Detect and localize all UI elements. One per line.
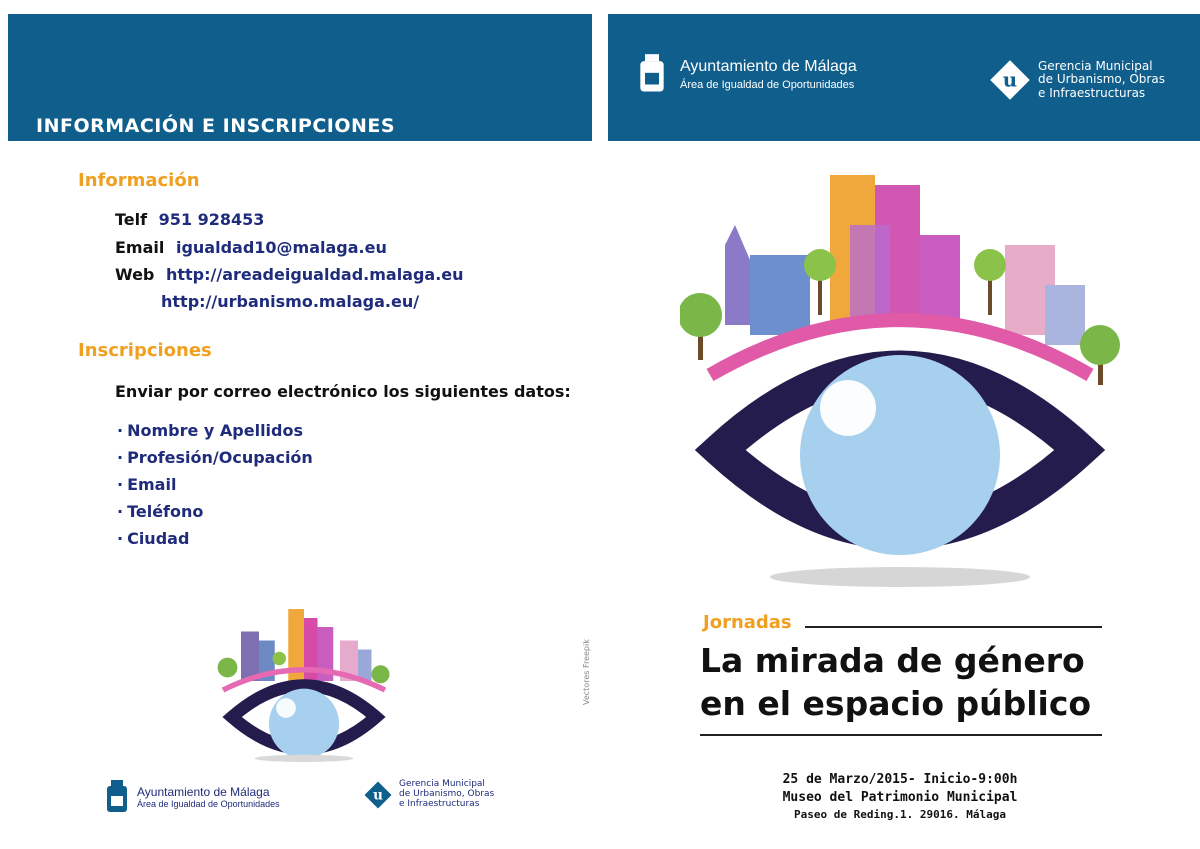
event-address: Paseo de Reding.1. 29016. Málaga	[794, 808, 1006, 821]
gerencia-line-1: Gerencia Municipal	[399, 779, 485, 790]
email-label: Email	[115, 238, 165, 257]
inscripciones-heading: Inscripciones	[78, 340, 212, 361]
event-venue: Museo del Patrimonio Municipal	[782, 790, 1018, 805]
telf-label: Telf	[115, 210, 148, 229]
gerencia-logo	[363, 780, 494, 810]
event-date: 25 de Marzo/2015- Inicio-9:00h	[782, 772, 1018, 787]
list-item: · Email	[117, 475, 177, 494]
malaga-shield-icon	[105, 780, 129, 814]
gerencia-line-3: e Infraestructuras	[399, 798, 480, 809]
list-item: · Nombre y Apellidos	[117, 421, 304, 440]
info-header-band	[8, 14, 592, 141]
gerencia-u-icon	[988, 58, 1032, 102]
web-label: Web	[115, 265, 155, 284]
gerencia-logo-large	[988, 58, 1165, 102]
web-line	[115, 265, 464, 284]
top-rule	[805, 626, 1102, 628]
ayuntamiento-logo	[105, 780, 280, 814]
ayto-title-small: Ayuntamiento de Málaga	[137, 785, 270, 799]
telf-value[interactable]: 951 928453	[158, 210, 265, 229]
list-item: · Ciudad	[117, 529, 190, 548]
info-heading: Información	[78, 170, 200, 191]
gerencia-line-3: e Infraestructuras	[1038, 85, 1146, 100]
tree-icon	[680, 293, 722, 360]
front-cover	[600, 0, 1200, 849]
ayto-sub: Área de Igualdad de Oportunidades	[680, 78, 855, 91]
ayto-sub-small: Área de Igualdad de Oportunidades	[137, 799, 280, 809]
small-eye-city-illustration	[214, 600, 394, 762]
jornadas-label: Jornadas	[703, 612, 792, 633]
inscripciones-intro: Enviar por correo electrónico los siguientes datos:	[115, 382, 571, 401]
main-title-line-1: La mirada de género	[700, 641, 1085, 680]
gerencia-letter-large: u	[1002, 67, 1018, 92]
email-line	[115, 238, 387, 257]
ayto-title: Ayuntamiento de Málaga	[680, 57, 857, 75]
tree-icon	[974, 249, 1006, 315]
telf-line	[115, 210, 264, 229]
list-item: · Profesión/Ocupación	[117, 448, 313, 467]
malaga-shield-icon	[638, 54, 666, 94]
web-line-2	[161, 292, 419, 311]
gerencia-line-2: de Urbanismo, Obras	[1038, 72, 1165, 87]
gerencia-line-2: de Urbanismo, Obras	[399, 789, 495, 800]
info-header-title: INFORMACIÓN E INSCRIPCIONES	[36, 115, 396, 137]
gerencia-u-icon	[363, 780, 393, 810]
web-link-1[interactable]: http://areadeigualdad.malaga.eu	[165, 265, 464, 284]
list-item: · Teléfono	[117, 502, 204, 521]
email-value[interactable]: igualdad10@malaga.eu	[175, 238, 387, 257]
ayuntamiento-logo-large	[638, 54, 857, 94]
eye-city-illustration	[680, 165, 1120, 595]
bottom-rule	[700, 734, 1102, 736]
front-header-band	[608, 14, 1200, 141]
credit-text: Vectores Freepik	[582, 639, 591, 705]
main-title-line-2: en el espacio público	[700, 684, 1092, 723]
gerencia-line-1: Gerencia Municipal	[1038, 59, 1153, 74]
gerencia-letter: u	[373, 787, 383, 804]
web-link-2[interactable]: http://urbanismo.malaga.eu/	[161, 292, 420, 311]
